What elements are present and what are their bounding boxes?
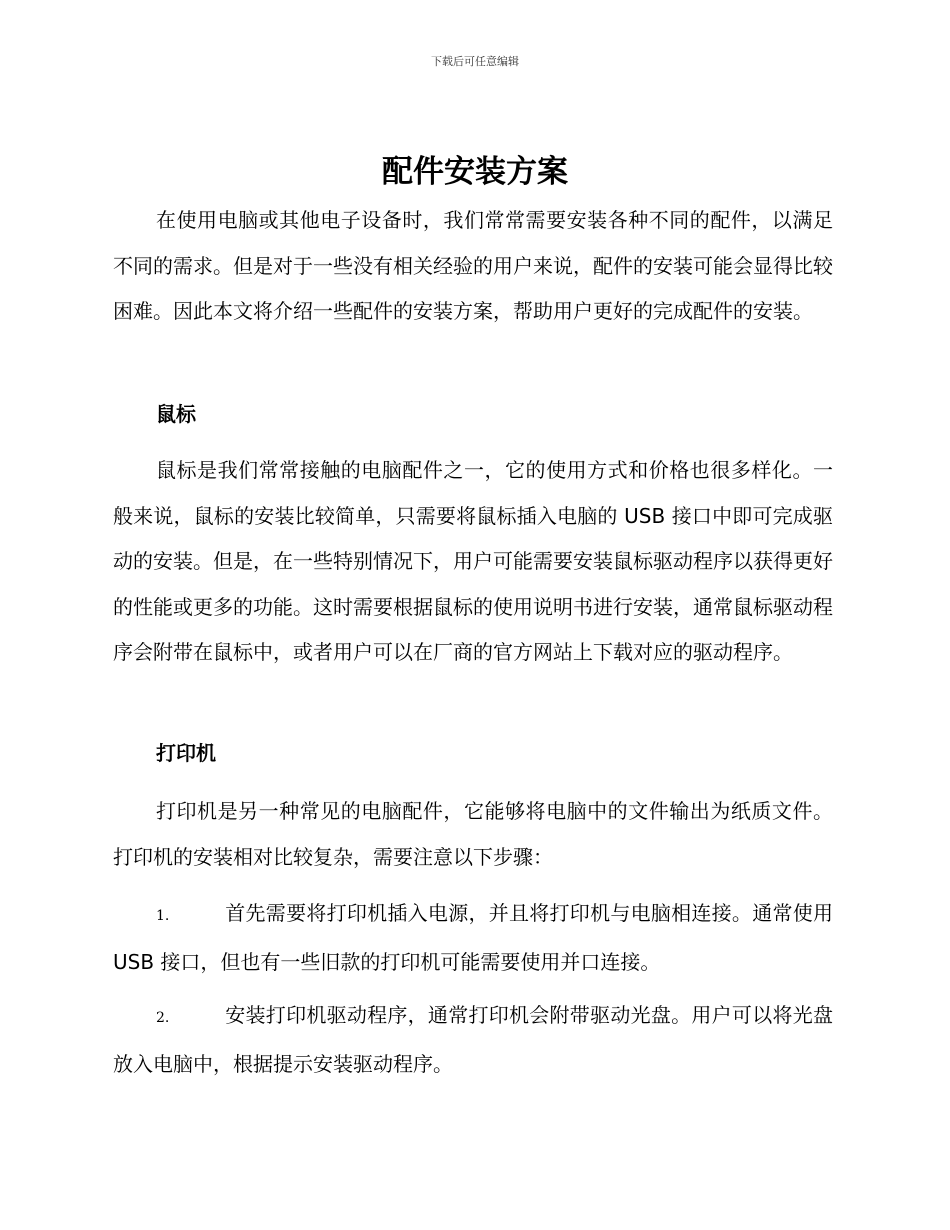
page-header-note: 下载后可任意编辑 xyxy=(431,55,519,68)
intro-paragraph: 在使用电脑或其他电子设备时，我们常常需要安装各种不同的配件，以满足不同的需求。但是对于一些没有相关经验的用户来说，配件的安装可能会显得比较困难。因此本文将介绍一些配件的安装方案，帮助用户更好的完成配件的安装。 xyxy=(113,208,833,323)
list-item-text: 首先需要将打印机插入电源，并且将打印机与电脑相连接。通常使用 USB 接口，但也有一些旧款的打印机可能需要使用并口连接。 xyxy=(113,901,833,974)
list-item-number: 1. xyxy=(156,908,170,924)
document-title: 配件安装方案 xyxy=(382,154,568,190)
printer-paragraph: 打印机是另一种常见的电脑配件，它能够将电脑中的文件输出为纸质文件。打印机的安装相对比较复杂，需要注意以下步骤： xyxy=(113,799,833,869)
mouse-paragraph: 鼠标是我们常常接触的电脑配件之一，它的使用方式和价格也很多样化。一般来说，鼠标的安装比较简单，只需要将鼠标插入电脑的 USB 接口中即可完成驱动的安装。但是，在一些特别情况下，用户可能需要安装鼠标驱动程序以获得更好的性能或更多的功能。这时需要根据鼠标的使用说明书进行安装，通常鼠标驱动程序会附带在鼠标中，或者用户可以在厂商的官方网站上下载对应的驱动程序。 xyxy=(113,458,833,664)
list-item-text: 安装打印机驱动程序，通常打印机会附带驱动光盘。用户可以将光盘放入电脑中，根据提示安装驱动程序。 xyxy=(113,1003,833,1076)
list-item-step-2 xyxy=(113,993,833,1087)
section-heading-printer: 打印机 xyxy=(156,741,216,765)
section-heading-mouse: 鼠标 xyxy=(156,402,196,426)
list-item-step-1 xyxy=(113,891,833,985)
list-item-number: 2. xyxy=(156,1010,170,1026)
